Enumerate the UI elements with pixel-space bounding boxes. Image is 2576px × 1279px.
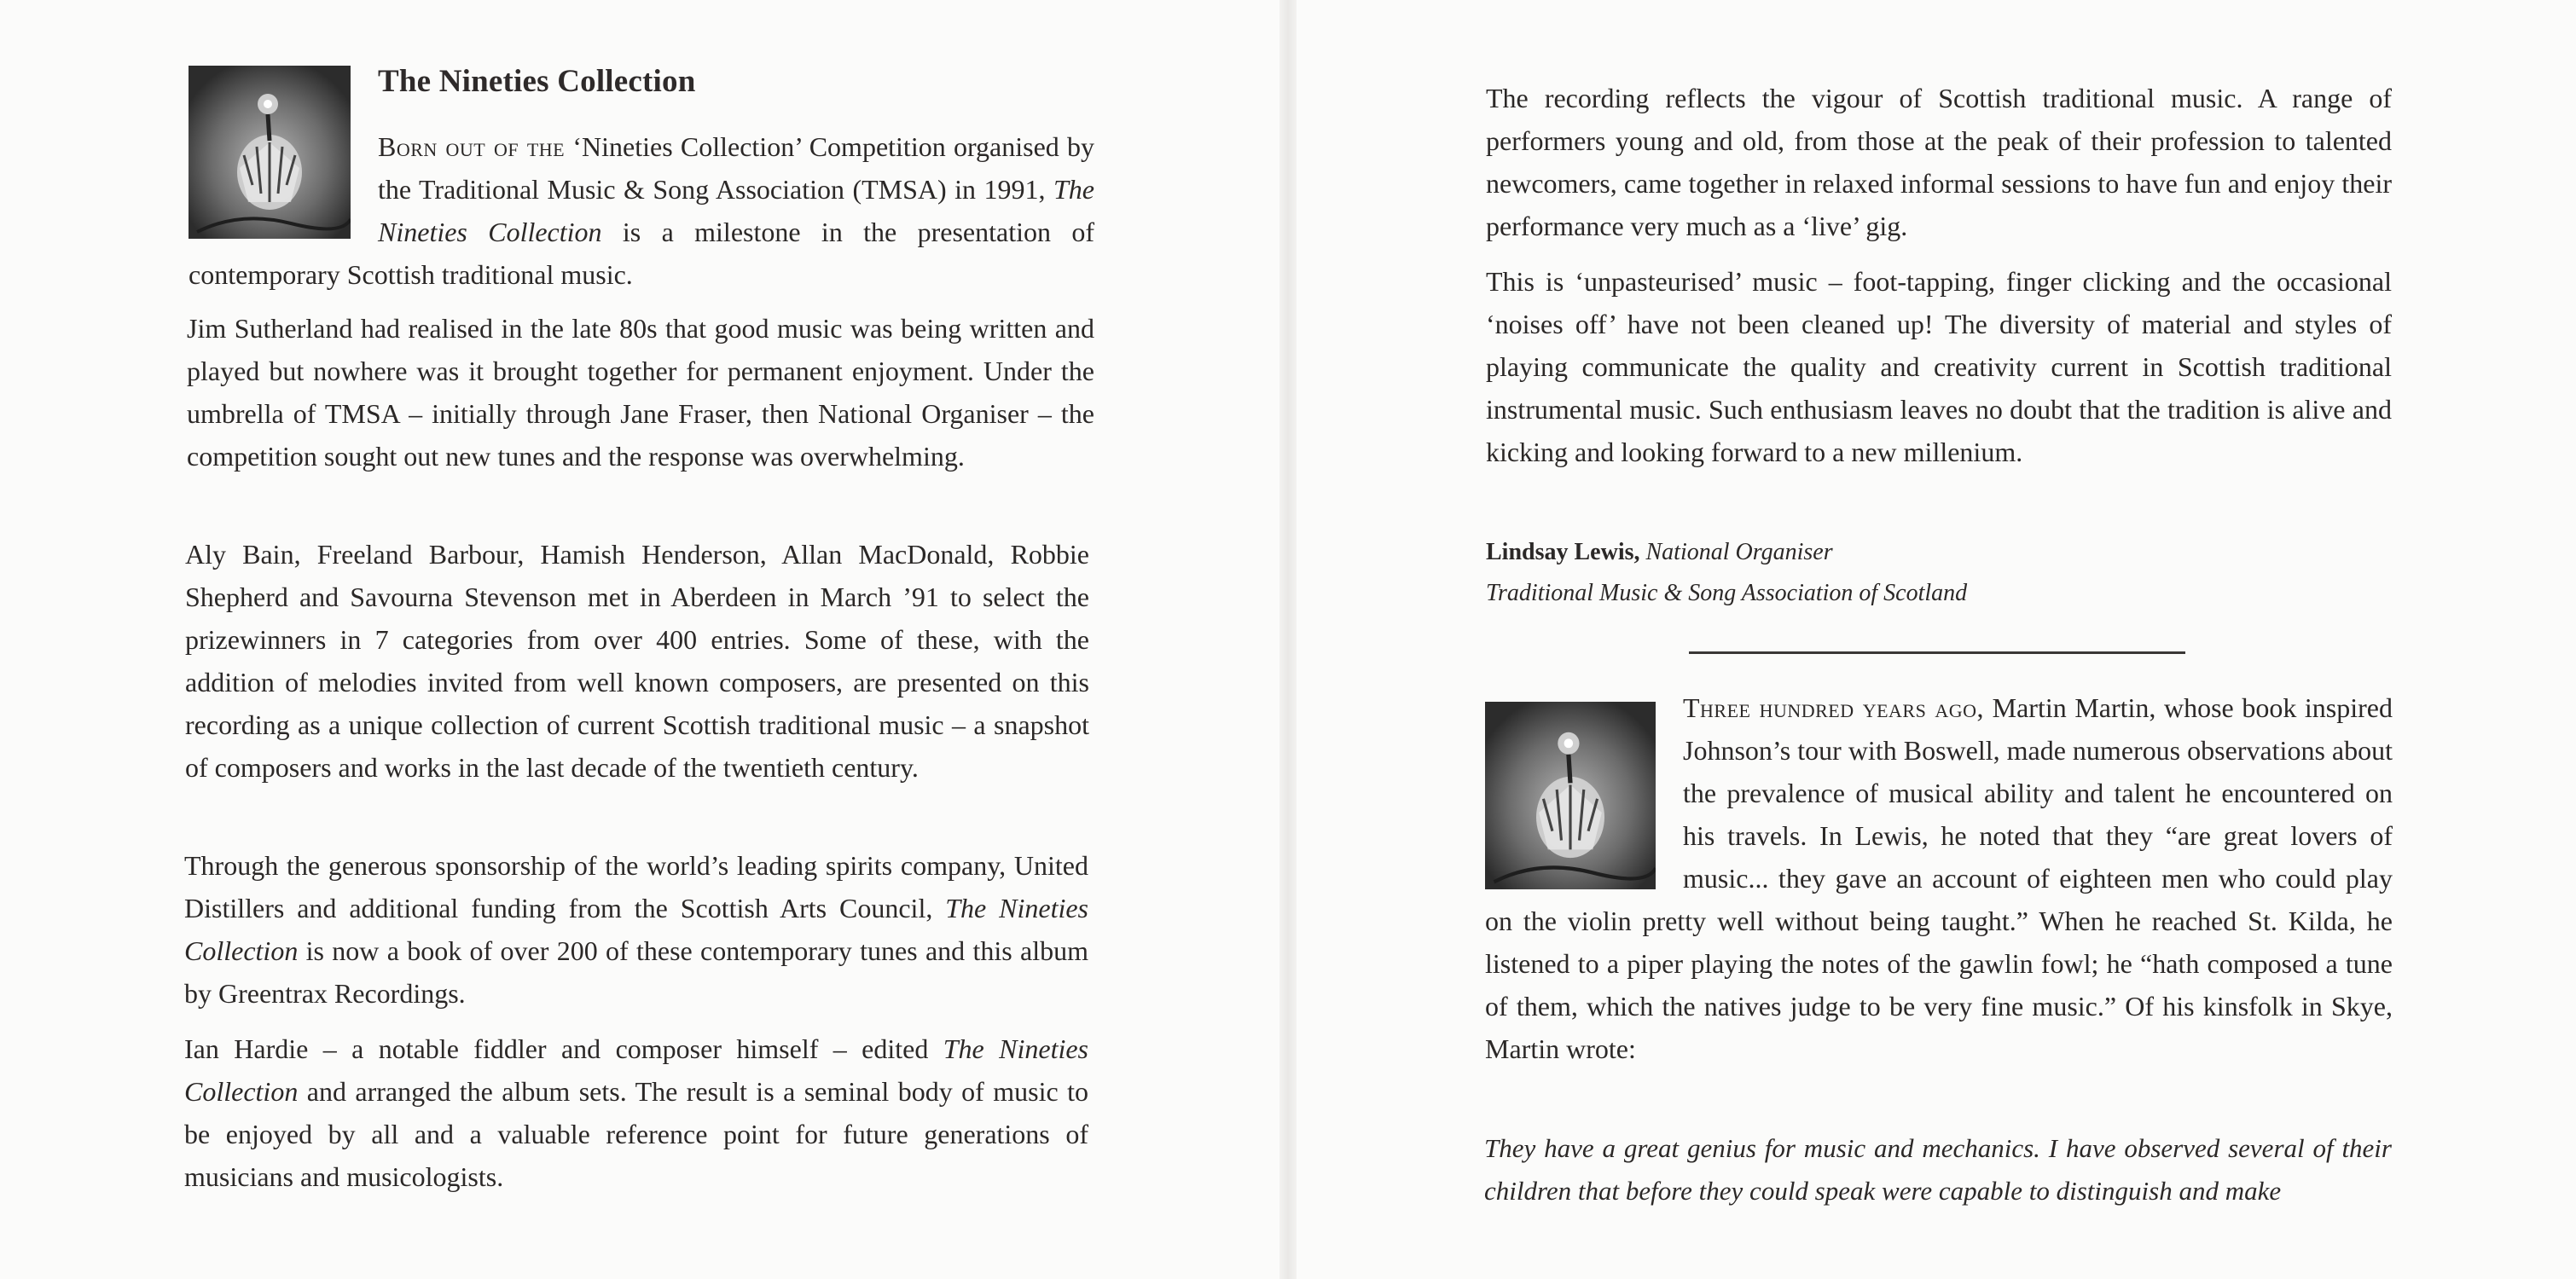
- paragraph-sutherland: Jim Sutherland had realised in the late 80s that good music was being written and played but nowhere was it brought together for permanent enjoyment. Under the umbrella of TMSA – initially through Jane Fraser, then National Organiser – the competition sought out new tunes and the response was overwhelming.: [187, 313, 1094, 472]
- signature-name: Lindsay Lewis,: [1486, 539, 1640, 565]
- signature-org: Traditional Music & Song Association of Scotland: [1486, 580, 1968, 606]
- page-title: The Nineties Collection: [378, 64, 696, 99]
- intro-lead: Born out of the: [378, 131, 566, 162]
- paragraph-hardie: [184, 1027, 1088, 1198]
- intro-paragraph: [189, 125, 1094, 296]
- photo-spacer: [189, 125, 378, 236]
- hardie-italic-title: The Nineties Collection: [184, 1033, 1089, 1107]
- signature-line: [1486, 538, 1833, 567]
- paragraph-recording: The recording reflects the vigour of Scottish traditional music. A range of performers young and old, from those at the peak of their profession to talented newcomers, came together in relaxed informal sessions to have fun and enjoy their performance very much as a ‘live’ gig.: [1486, 83, 2392, 241]
- sponsorship-start: Through the generous sponsorship of the world’s leading spirits company, United Distillers and additional funding from the Scottish Arts Council,: [184, 850, 1088, 923]
- hardie-start: Ian Hardie – a notable fiddler and composer himself – edited: [184, 1033, 943, 1064]
- hardie-end: and arranged the album sets. The result is a seminal body of music to be enjoyed by all and a valuable reference point for future generations of musicians and musicologists.: [184, 1076, 1088, 1192]
- book-gutter: [1279, 0, 1297, 1279]
- martin-rest: Martin Martin, whose book inspired Johnson’s tour with Boswell, made numerous observations about the prevalence of musical ability and talent he encountered on his travels. In Lewis, he noted that they “are great lovers of music... they gave an account of eighteen men who could play on the violin pretty well without being taught.” When he reached St. Kilda, he listened to a piper playing the notes of the gawlin fowl; he “hath composed a tune of them, which the natives judge to be very fine music.” Of his kinsfolk in Skye, Martin wrote:: [1485, 692, 2393, 1064]
- paragraph-judges: Aly Bain, Freeland Barbour, Hamish Henderson, Allan MacDonald, Robbie Shepherd and Savourna Stevenson met in Aberdeen in March ’91 to select the prizewinners in 7 categories from over 400 entries. Some of these, with the addition of melodies invited from well known composers, are presented on this recording as a unique collection of current Scottish traditional music – a snapshot of composers and works in the last decade of the twentieth century.: [185, 539, 1089, 783]
- signature-organisation: [1486, 579, 1967, 608]
- martin-lead: Three hundred years ago,: [1683, 692, 1985, 723]
- paragraph-martin: [1485, 686, 2393, 1070]
- sponsorship-italic-title: The Nineties Collection: [184, 893, 1089, 966]
- intro-end: is a milestone in the presentation of contemporary Scottish traditional music.: [189, 217, 1095, 290]
- paragraph-unpasteurised: This is ‘unpasteurised’ music – foot-tapping, finger clicking and the occasional ‘noises off’ have not been cleaned up! The diversity of material and styles of playing communicate the quality and creativity current in Scottish traditional instrumental music. Such enthusiasm leaves no doubt that the tradition is alive and kicking and looking forward to a new millenium.: [1486, 266, 2392, 467]
- intro-rest: ‘Nineties Collection’ Competition organised by the Traditional Music & Song Association (TMSA) in 1991,: [378, 131, 1094, 205]
- signature-role: National Organiser: [1639, 539, 1833, 565]
- section-divider: [1689, 651, 2185, 654]
- martin-quote: They have a great genius for music and mechanics. I have observed several of their children that before they could speak were capable to distinguish and make: [1484, 1133, 2392, 1206]
- sponsorship-end: is now a book of over 200 of these contemporary tunes and this album by Greentrax Recordings.: [184, 935, 1088, 1009]
- paragraph-sponsorship: [184, 844, 1088, 1015]
- photo-spacer-2: [1485, 686, 1683, 874]
- intro-italic-title: The Nineties Collection: [378, 174, 1094, 247]
